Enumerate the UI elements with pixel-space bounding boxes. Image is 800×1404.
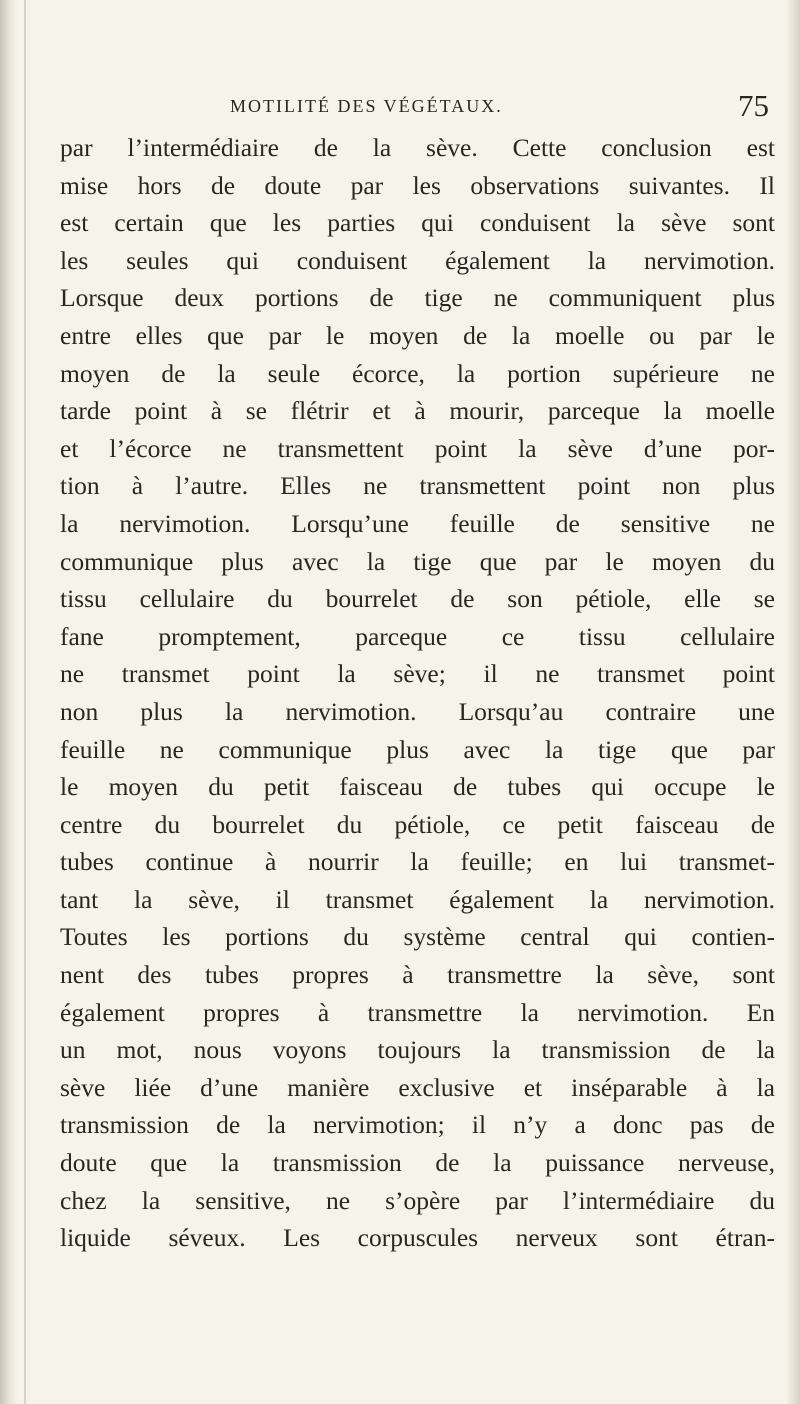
- text-line: un mot, nous voyons toujours la transmission de la: [60, 1035, 775, 1065]
- text-line: Toutes les portions du système central qui contien-: [60, 922, 775, 952]
- text-line: transmission de la nervimotion; il n’y a donc pas de: [60, 1110, 775, 1140]
- text-line: le moyen du petit faisceau de tubes qui occupe le: [60, 772, 775, 802]
- page-number: 75: [738, 88, 769, 123]
- text-line: la nervimotion. Lorsqu’une feuille de sensitive ne: [60, 508, 775, 538]
- text-line: les seules qui conduisent également la nervimotion.: [60, 245, 775, 275]
- text-line: chez la sensitive, ne s’opère par l’intermédiaire du: [60, 1185, 775, 1215]
- text-line: tubes continue à nourrir la feuille; en lui transmet-: [60, 847, 775, 877]
- text-line: par l’intermédiaire de la sève. Cette conclusion est: [60, 133, 775, 162]
- text-line: communique plus avec la tige que par le moyen du: [60, 546, 775, 576]
- text-line: mise hors de doute par les observations suivantes. Il: [60, 170, 775, 200]
- text-line: est certain que les parties qui conduisent la sève sont: [60, 208, 775, 238]
- text-line: ne transmet point la sève; il ne transmet point: [60, 659, 775, 689]
- text-line: moyen de la seule écorce, la portion supérieure ne: [60, 358, 775, 388]
- text-line: entre elles que par le moyen de la moelle ou par le: [60, 320, 775, 350]
- text-line: fane promptement, parceque ce tissu cellulaire: [60, 621, 775, 651]
- text-line: tissu cellulaire du bourrelet de son pétiole, elle se: [60, 584, 775, 614]
- text-line: et l’écorce ne transmettent point la sève d’une por-: [60, 433, 775, 463]
- page-right-edge: [786, 0, 800, 1404]
- body-text: [60, 129, 775, 1257]
- text-line: liquide séveux. Les corpuscules nerveux sont étran-: [60, 1223, 775, 1253]
- text-line: tarde point à se flétrir et à mourir, parceque la moelle: [60, 396, 775, 426]
- page-edge-rule: [24, 0, 26, 1404]
- text-line: centre du bourrelet du pétiole, ce petit faisceau de: [60, 809, 775, 839]
- text-line: également propres à transmettre la nervimotion. En: [60, 997, 775, 1027]
- text-line: feuille ne communique plus avec la tige que par: [60, 734, 775, 764]
- running-head: [0, 88, 800, 123]
- text-line: non plus la nervimotion. Lorsqu’au contraire une: [60, 696, 775, 726]
- text-line: nent des tubes propres à transmettre la sève, sont: [60, 960, 775, 990]
- text-line: sève liée d’une manière exclusive et inséparable à la: [60, 1072, 775, 1102]
- text-line: tant la sève, il transmet également la nervimotion.: [60, 884, 775, 914]
- running-title: MOTILITÉ DES VÉGÉTAUX.: [230, 96, 503, 116]
- text-line: doute que la transmission de la puissance nerveuse,: [60, 1148, 775, 1178]
- text-line: Lorsque deux portions de tige ne communiquent plus: [60, 283, 775, 313]
- page-gutter-shadow: [0, 0, 18, 1404]
- text-line: tion à l’autre. Elles ne transmettent point non plus: [60, 471, 775, 501]
